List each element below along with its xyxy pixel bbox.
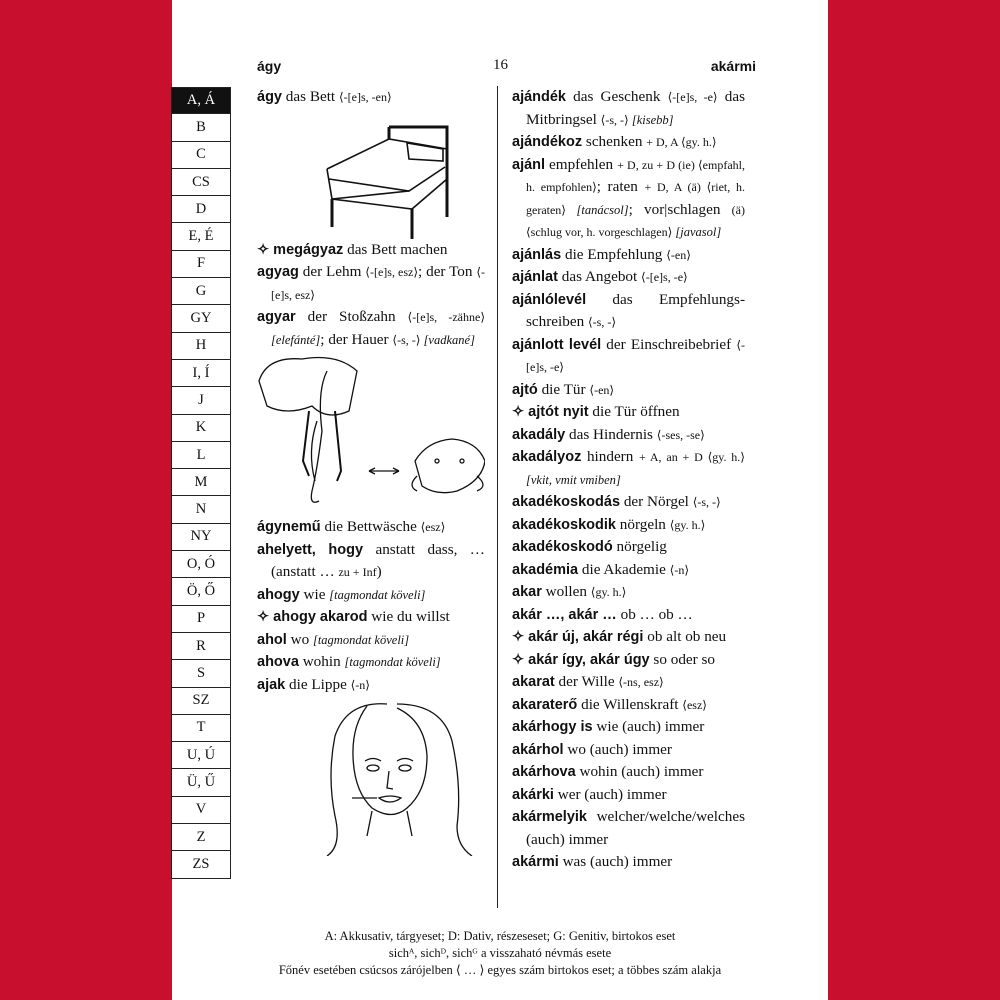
- index-tab[interactable]: H: [171, 333, 231, 360]
- header-left-guideword: ágy: [257, 58, 282, 74]
- index-tab[interactable]: P: [171, 606, 231, 633]
- entry-akarakar: akár …, akár … ob … ob …: [512, 605, 693, 623]
- entry-ajanlolevel: ajánlólevél das Empfehlungsschreiben ⟨-s, -⟩: [512, 290, 745, 330]
- column-divider: [497, 86, 498, 908]
- entry-agy: ágy das Bett ⟨-[e]s, -en⟩: [257, 88, 392, 105]
- entry-agynemu: ágynemű die Bettwäsche ⟨esz⟩: [257, 518, 446, 535]
- entry-ahogyakarod: ✧ ahogy akarod wie du willst: [257, 608, 450, 625]
- entry-akadekoskodik: akadékoskodik nörgeln ⟨gy. h.⟩: [512, 515, 706, 533]
- entry-akarhol: akárhol wo (auch) immer: [512, 740, 672, 758]
- entry-akarki: akárki wer (auch) immer: [512, 785, 667, 803]
- entry-akaruj: ✧ akár új, akár régi ob alt ob neu: [512, 628, 727, 645]
- entry-ajanlottlevel: ajánlott levél der Einschreibebrief ⟨-[e]s, -e⟩: [512, 335, 745, 374]
- entry-megagyaz: ✧ megágyaz das Bett machen: [257, 240, 448, 258]
- entry-ahelyett: ahelyett, hogy anstatt dass, … (anstatt … zu + Inf): [257, 540, 485, 580]
- entry-ajanlat: ajánlat das Angebot ⟨-[e]s, -e⟩: [512, 268, 688, 285]
- entry-akadekoskodas: akadékoskodás der Nörgel ⟨-s, -⟩: [512, 493, 721, 510]
- index-tab[interactable]: F: [171, 251, 231, 278]
- entry-akadalyoz: akadályoz hindern + A, an + D ⟨gy. h.⟩ [vkit, vmit vmiben]: [512, 448, 745, 487]
- entry-akarato: akaraterő die Willenskraft ⟨esz⟩: [512, 695, 707, 713]
- elephant-warthog-illustration: [257, 351, 485, 516]
- index-tab[interactable]: ZS: [171, 851, 231, 878]
- index-tab[interactable]: A, Á: [171, 87, 231, 114]
- entry-akarhogy: akárhogy is wie (auch) immer: [512, 718, 705, 735]
- entry-ahogy: ahogy wie [tagmondat köveli]: [257, 585, 426, 603]
- index-tab[interactable]: C: [171, 142, 231, 169]
- entry-agyag: agyag der Lehm ⟨-[e]s, esz⟩; der Ton ⟨-[e]s, esz⟩: [257, 263, 486, 302]
- page-number: 16: [493, 57, 508, 73]
- entry-akadaly: akadály das Hindernis ⟨-ses, -se⟩: [512, 425, 705, 443]
- index-tab[interactable]: B: [171, 114, 231, 141]
- entry-ajak: ajak die Lippe ⟨-n⟩: [257, 675, 370, 693]
- index-tab[interactable]: Ü, Ű: [171, 769, 231, 796]
- footer-legend: [172, 928, 828, 979]
- index-tab[interactable]: K: [171, 415, 231, 442]
- index-tab[interactable]: U, Ú: [171, 742, 231, 769]
- index-tab[interactable]: NY: [171, 524, 231, 551]
- index-tab[interactable]: M: [171, 469, 231, 496]
- entry-akarmelyik: akármelyik welcher/welche/welches (auch) immer: [512, 808, 745, 848]
- header-right-guideword: akármi: [710, 58, 756, 74]
- index-tab[interactable]: L: [171, 442, 231, 469]
- entry-akar: akar wollen ⟨gy. h.⟩: [512, 583, 627, 600]
- entry-ajandek: ajándék das Geschenk ⟨-[e]s, -e⟩ das Mitbringsel ⟨-s, -⟩ [kisebb]: [512, 88, 746, 128]
- entry-ajanlas: ajánlás die Empfehlung ⟨-en⟩: [512, 245, 691, 263]
- index-tab[interactable]: GY: [171, 305, 231, 332]
- entry-ahol: ahol wo [tagmondat köveli]: [257, 630, 410, 648]
- entry-akarmi: akármi was (auch) immer: [512, 853, 673, 870]
- footer-line-3: Főnév esetében csúcsos zárójelben ⟨ … ⟩ egyes szám birtokos eset; a többes szám alakja: [278, 963, 722, 977]
- index-tab[interactable]: O, Ó: [171, 551, 231, 578]
- entry-ahova: ahova wohin [tagmondat köveli]: [257, 653, 441, 670]
- entry-ajandekoz: ajándékoz schenken + D, A ⟨gy. h.⟩: [512, 133, 717, 150]
- index-tab[interactable]: S: [171, 660, 231, 687]
- entry-agyar: agyar der Stoßzahn ⟨-[e]s, -zähne⟩ [elefánté]; der Hauer ⟨-s, -⟩ [vadkané]: [257, 308, 486, 348]
- index-tab[interactable]: D: [171, 196, 231, 223]
- index-tab[interactable]: G: [171, 278, 231, 305]
- entry-ajto: ajtó die Tür ⟨-en⟩: [512, 380, 615, 398]
- entry-akarhova: akárhova wohin (auch) immer: [512, 763, 704, 780]
- index-tab[interactable]: Ö, Ő: [171, 578, 231, 605]
- entry-akademia: akadémia die Akademie ⟨-n⟩: [512, 560, 689, 578]
- index-tab[interactable]: I, Í: [171, 360, 231, 387]
- index-tab[interactable]: E, É: [171, 223, 231, 250]
- entry-akarat: akarat der Wille ⟨-ns, esz⟩: [512, 673, 664, 690]
- entry-akadekosko: akadékoskodó nörgelig: [512, 538, 667, 555]
- index-tab[interactable]: SZ: [171, 688, 231, 715]
- index-tab[interactable]: CS: [171, 169, 231, 196]
- entry-ajtotnyit: ✧ ajtót nyit die Tür öffnen: [512, 403, 680, 420]
- face-illustration: [257, 696, 485, 856]
- index-tab[interactable]: J: [171, 387, 231, 414]
- footer-line-2: sichᴬ, sichᴰ, sichᴳ a visszaható névmás esete: [388, 946, 612, 960]
- index-tab[interactable]: V: [171, 797, 231, 824]
- index-tab[interactable]: Z: [171, 824, 231, 851]
- alphabet-index: [171, 87, 231, 879]
- entry-ajanl: ajánl empfehlen + D, zu + D (ie) ⟨empfahl, h. empfohlen⟩; raten + D, A (ä) ⟨riet, h. geraten⟩ [tanácsol]; vor|schlagen (ä) ⟨schlug vor, h. vorgeschlagen⟩ [javasol]: [512, 155, 746, 239]
- index-tab[interactable]: T: [171, 715, 231, 742]
- footer-line-1: A: Akkusativ, tárgyeset; D: Dativ, részeseset; G: Genitiv, birtokos eset: [324, 929, 676, 943]
- entry-akarigy: ✧ akár így, akár úgy so oder so: [512, 650, 716, 668]
- index-tab[interactable]: N: [171, 496, 231, 523]
- right-column: [512, 86, 745, 874]
- index-tab[interactable]: R: [171, 633, 231, 660]
- bed-illustration: [257, 109, 485, 239]
- left-column: [257, 86, 485, 856]
